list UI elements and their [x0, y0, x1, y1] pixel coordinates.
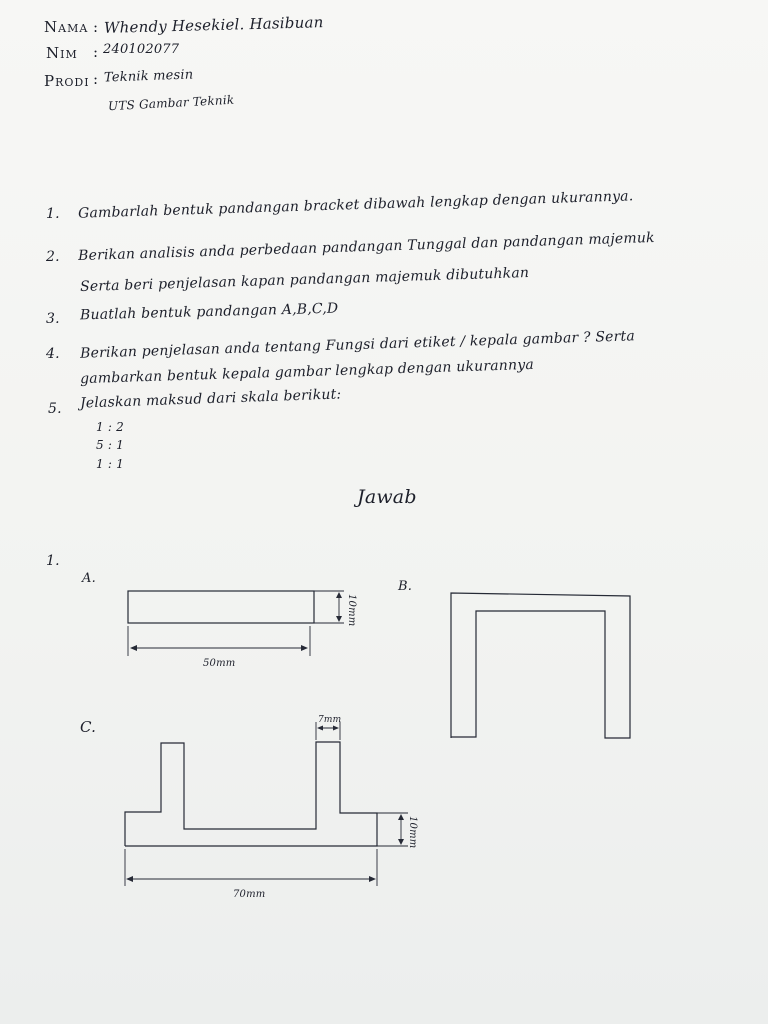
question-2-text-line-2: Serta beri penjelasan kapan pandangan majemuk dibutuhkan [79, 264, 530, 296]
view-a-label: A. [82, 571, 96, 586]
view-a-width-dim: 50mm [203, 658, 236, 669]
nim-value: 240102077 [103, 42, 180, 57]
nama-label: Nama [44, 18, 89, 36]
question-1-text: Gambarlah bentuk pandangan bracket dibawah lengkap dengan ukurannya. [77, 188, 634, 222]
question-3-text: Buatlah bentuk pandangan A,B,C,D [79, 300, 339, 324]
prodi-label: Prodi [44, 72, 90, 90]
view-c-label: C. [80, 718, 97, 736]
question-1-number: 1. [46, 206, 60, 222]
nim-label: Nim [46, 44, 78, 62]
question-5-number: 5. [48, 401, 62, 417]
view-c-drawing [125, 722, 408, 886]
scale-2: 5 : 1 [96, 438, 124, 452]
prodi-separator: : [93, 70, 99, 88]
nama-value: Whendy Hesekiel. Hasibuan [103, 13, 324, 37]
nama-separator: : [93, 18, 99, 36]
view-b-drawing [451, 593, 630, 738]
scale-1: 1 : 2 [96, 420, 124, 434]
view-b-outline [451, 593, 630, 738]
view-c-outline [125, 742, 377, 846]
view-c-post-dim: 7mm [318, 715, 342, 725]
question-3-number: 3. [46, 311, 60, 327]
question-4-text-line-1: Berikan penjelasan anda tentang Fungsi dari etiket / kepala gambar ? Serta [79, 328, 636, 362]
view-a-height-dim: 10mm [346, 594, 357, 627]
view-a-drawing [128, 591, 344, 656]
question-2-text-line-1: Berikan analisis anda perbedaan pandangan Tunggal dan pandangan majemuk [77, 229, 655, 265]
question-2-number: 2. [46, 249, 60, 265]
scale-3: 1 : 1 [96, 457, 124, 471]
question-5-text: Jelaskan maksud dari skala berikut: [79, 386, 342, 412]
prodi-value: Teknik mesin [103, 67, 194, 86]
course-title: UTS Gambar Teknik [107, 92, 235, 114]
question-4-number: 4. [46, 346, 60, 362]
view-c-height-dim: 10mm [407, 816, 418, 849]
answer-heading: Jawab [357, 486, 417, 508]
view-a-outline [128, 591, 314, 623]
view-c-width-dim: 70mm [233, 889, 266, 900]
answer-number: 1. [46, 553, 60, 569]
nim-separator: : [93, 43, 99, 61]
question-4-text-line-2: gambarkan bentuk kepala gambar lengkap dengan ukurannya [79, 356, 535, 388]
view-b-label: B. [398, 579, 413, 594]
